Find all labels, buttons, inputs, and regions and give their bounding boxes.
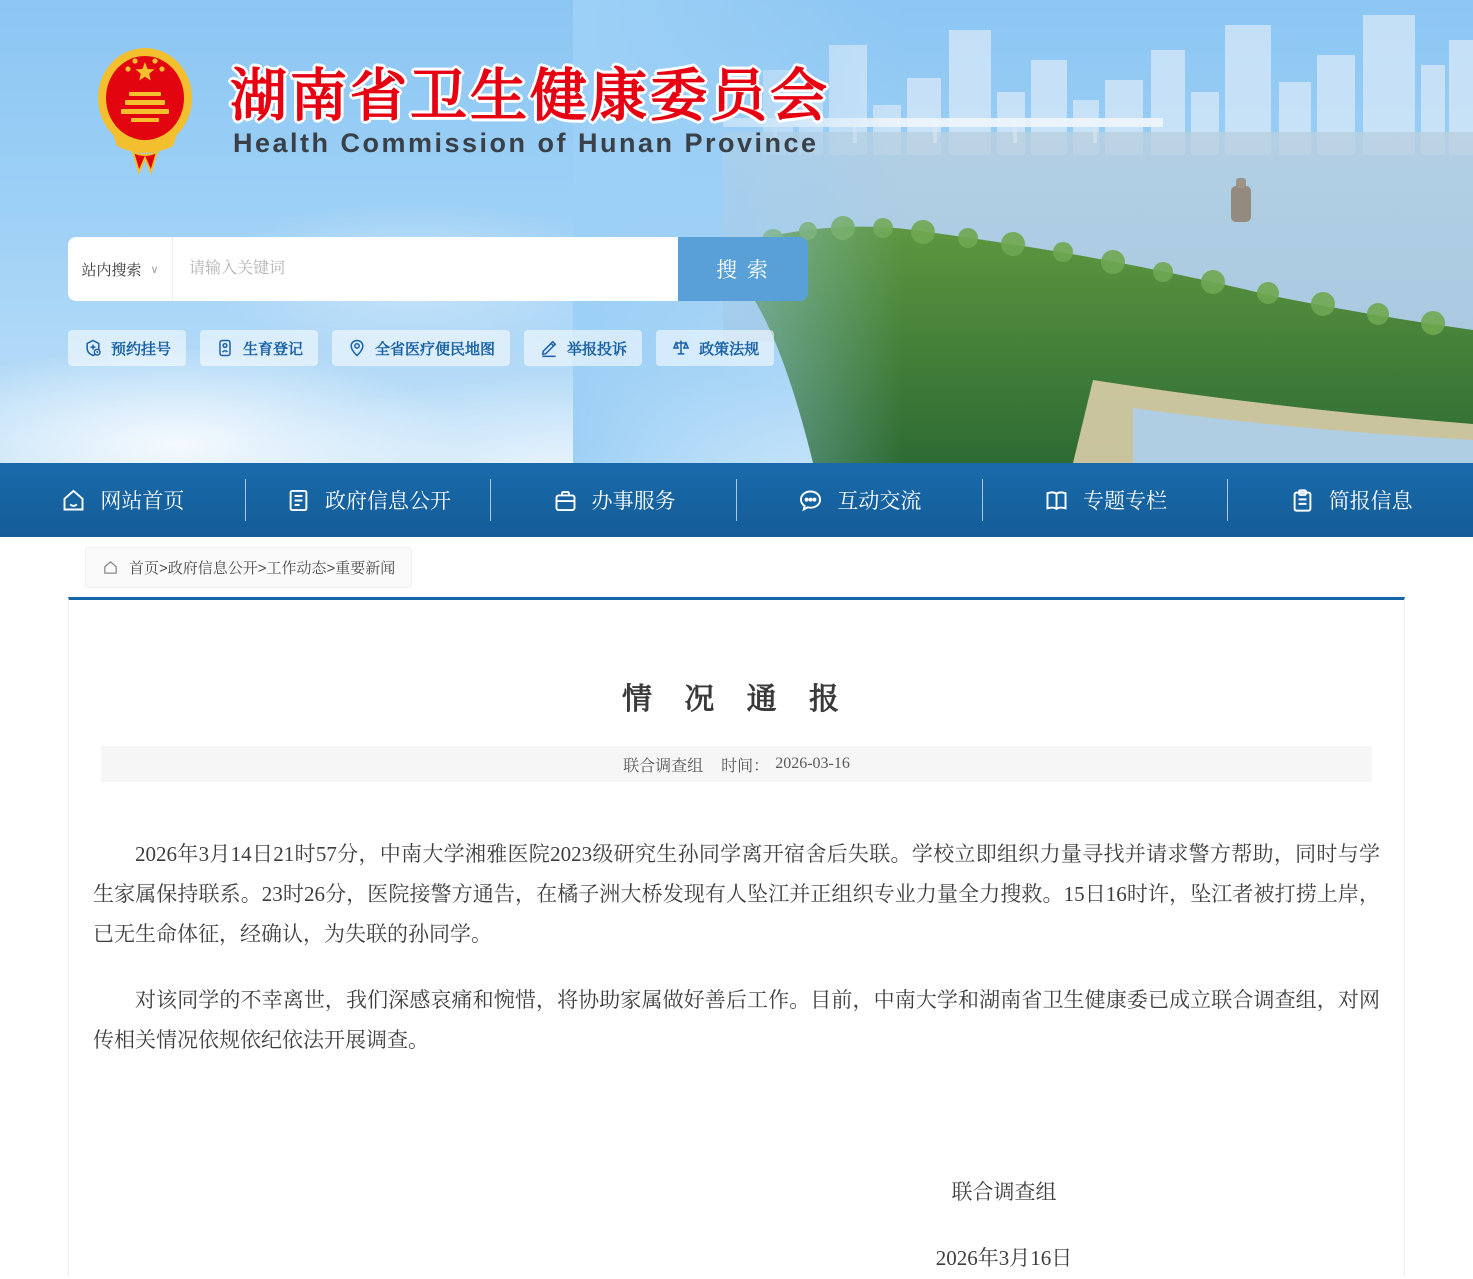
book-icon — [1043, 487, 1070, 514]
signature-date: 2026年3月16日 — [935, 1246, 1073, 1270]
nav-label: 互动交流 — [837, 490, 922, 513]
article-meta-bar — [101, 746, 1372, 782]
signature-author: 联合调查组 — [951, 1180, 1057, 1204]
nav-item-briefing[interactable] — [1228, 485, 1473, 515]
search-input[interactable] — [172, 237, 678, 301]
home-icon — [102, 559, 119, 576]
article-paragraph-1: 2026年3月14日21时57分，中南大学湘雅医院2023级研究生孙同学离开宿舍后失联。学校立即组织力量寻找并请求警方帮助，同时与学生家属保持联系。23时26分，医院接警方通告，在橘子洲大桥发现有人坠江并正组织专业力量全力搜救。15日16时许，坠江者被打捞上岸，已无生命体征，经确认，为失联的孙同学。 — [93, 842, 1380, 946]
nav-item-special-topics[interactable] — [983, 485, 1228, 515]
nav-item-services[interactable] — [491, 485, 736, 515]
article-paragraph-2: 对该同学的不幸离世，我们深感哀痛和惋惜，将协助家属做好善后工作。目前，中南大学和湖南省卫生健康委已成立联合调查组，对网传相关情况依规依纪依法开展调查。 — [93, 988, 1380, 1052]
nav-item-gov-info[interactable] — [246, 485, 491, 515]
home-icon — [60, 487, 87, 514]
quicklink-report-complaint[interactable] — [524, 330, 642, 366]
nav-item-home[interactable] — [0, 485, 245, 515]
quicklink-medical-map[interactable] — [332, 330, 510, 366]
signature-block — [884, 1176, 1124, 1272]
nav-label: 网站首页 — [100, 490, 185, 513]
search-button[interactable]: 搜 索 — [678, 237, 808, 301]
article-time-label: 时间： — [721, 757, 770, 775]
nav-label: 简报信息 — [1328, 490, 1413, 513]
site-title: 湖南省卫生健康委员会 — [230, 64, 830, 128]
birth-registration-icon — [215, 338, 235, 358]
appointment-icon — [83, 338, 103, 358]
quicklink-policies[interactable] — [656, 330, 774, 366]
nav-label: 办事服务 — [591, 490, 676, 513]
main-navigation — [0, 463, 1473, 537]
report-complaint-icon — [539, 338, 559, 358]
breadcrumb[interactable] — [85, 547, 412, 588]
national-emblem-logo — [95, 46, 195, 176]
quicklink-label: 生育登记 — [243, 340, 304, 358]
quick-links-row — [68, 330, 774, 366]
article-body — [93, 834, 1380, 1060]
quicklink-birth-registration[interactable] — [200, 330, 318, 366]
site-banner — [0, 0, 1473, 463]
chevron-down-icon: ∨ — [150, 263, 159, 276]
document-icon — [285, 487, 312, 514]
quicklink-label: 全省医疗便民地图 — [375, 340, 496, 358]
article-time: 2026-03-16 — [775, 755, 850, 772]
nav-item-interaction[interactable] — [737, 485, 982, 515]
site-subtitle-en: Health Commission of Hunan Province — [233, 128, 819, 158]
search-scope-dropdown[interactable] — [68, 237, 172, 301]
article-source: 联合调查组 — [623, 757, 704, 775]
clipboard-icon — [1289, 487, 1316, 514]
article-panel — [68, 597, 1405, 1276]
map-pin-icon — [347, 338, 367, 358]
quicklink-appointment[interactable] — [68, 330, 186, 366]
quicklink-label: 政策法规 — [699, 340, 760, 358]
breadcrumb-path: 首页>政府信息公开>工作动态>重要新闻 — [129, 559, 396, 577]
article-title: 情 况 通 报 — [621, 683, 851, 716]
quicklink-label: 举报投诉 — [567, 340, 628, 358]
quicklink-label: 预约挂号 — [111, 340, 172, 358]
briefcase-icon — [552, 487, 579, 514]
nav-label: 专题专栏 — [1083, 490, 1168, 513]
scales-icon — [671, 338, 691, 358]
nav-label: 政府信息公开 — [325, 490, 451, 513]
site-search — [68, 237, 808, 301]
search-scope-label: 站内搜索 — [81, 261, 142, 279]
breadcrumb-zone — [0, 537, 1473, 597]
chat-icon — [797, 487, 824, 514]
